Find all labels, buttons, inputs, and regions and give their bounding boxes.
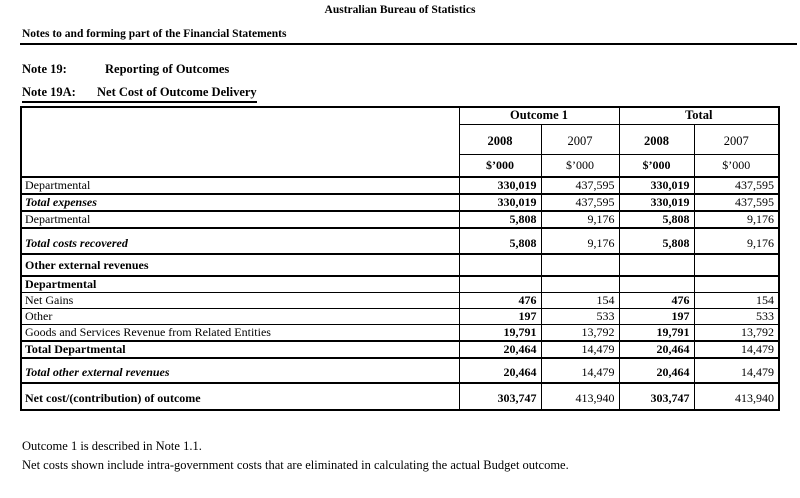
value-cell: 330,019 <box>459 194 541 211</box>
year-header: 2007 <box>694 124 779 154</box>
group-header-outcome1: Outcome 1 <box>459 107 619 124</box>
value-cell: 303,747 <box>619 383 694 410</box>
row-label: Goods and Services Revenue from Related Entities <box>21 325 459 342</box>
value-cell: 476 <box>619 293 694 309</box>
value-cell: 330,019 <box>619 194 694 211</box>
row-total-expenses <box>21 194 779 211</box>
note-19a-title: Net Cost of Outcome Delivery <box>97 85 257 99</box>
value-cell: 19,791 <box>459 325 541 342</box>
value-cell: 20,464 <box>459 341 541 358</box>
unit-header: $’000 <box>459 154 541 177</box>
row-goods-services-revenue <box>21 325 779 342</box>
row-departmental-subheader <box>21 276 779 293</box>
row-label: Total Departmental <box>21 341 459 358</box>
value-cell: 9,176 <box>541 211 619 228</box>
unit-header: $’000 <box>619 154 694 177</box>
value-cell: 330,019 <box>619 177 694 194</box>
value-cell <box>541 276 619 293</box>
row-label: Departmental <box>21 276 459 293</box>
section-header-text: Notes to and forming part of the Financial Statements <box>22 28 287 40</box>
value-cell: 437,595 <box>541 177 619 194</box>
value-cell: 197 <box>619 309 694 325</box>
value-cell <box>694 276 779 293</box>
row-net-gains <box>21 293 779 309</box>
row-total-departmental <box>21 341 779 358</box>
value-cell <box>541 254 619 276</box>
value-cell: 9,176 <box>694 211 779 228</box>
row-other-external-revenues-header <box>21 254 779 276</box>
value-cell: 413,940 <box>735 391 775 405</box>
row-label: Other external revenues <box>21 254 459 276</box>
note-19a-label: Note 19A: <box>22 85 76 99</box>
document-title: Australian Bureau of Statistics <box>324 4 476 16</box>
row-label: Net Gains <box>21 293 459 309</box>
footnotes <box>22 437 569 475</box>
value-cell: 9,176 <box>541 228 619 254</box>
footnote-outcome-description: Outcome 1 is described in Note 1.1. <box>22 439 202 453</box>
value-cell: 9,176 <box>694 228 779 254</box>
value-cell: 303,747 <box>459 383 541 410</box>
row-label: Total other external revenues <box>21 358 459 383</box>
row-label: Departmental <box>21 177 459 194</box>
note-19a-heading <box>22 85 257 103</box>
value-cell: 5,808 <box>619 228 694 254</box>
group-header-total: Total <box>619 107 779 124</box>
row-label: Total costs recovered <box>21 228 459 254</box>
unit-header: $’000 <box>694 154 779 177</box>
value-cell: 5,808 <box>459 228 541 254</box>
value-cell: 413,940 <box>541 383 619 410</box>
year-header: 2007 <box>541 124 619 154</box>
value-cell: 437,595 <box>694 194 779 211</box>
group-header-row <box>21 107 779 124</box>
value-cell <box>619 254 694 276</box>
row-label: Net cost/(contribution) of outcome <box>21 383 459 410</box>
row-other <box>21 309 779 325</box>
value-cell: 14,479 <box>541 341 619 358</box>
value-cell: 533 <box>694 309 779 325</box>
value-cell: 5,808 <box>459 211 541 228</box>
value-cell: 437,595 <box>541 194 619 211</box>
value-cell: 13,792 <box>541 325 619 342</box>
table-header <box>21 107 779 177</box>
value-cell <box>619 276 694 293</box>
value-cell: 20,464 <box>459 358 541 383</box>
value-cell: 330,019 <box>459 177 541 194</box>
row-label: Departmental <box>21 211 459 228</box>
value-cell: 154 <box>541 293 619 309</box>
value-cell: 476 <box>459 293 541 309</box>
row-costs-recovered-departmental <box>21 211 779 228</box>
value-cell: 14,479 <box>541 358 619 383</box>
row-total-costs-recovered <box>21 228 779 254</box>
row-label: Other <box>21 309 459 325</box>
value-cell: 533 <box>541 309 619 325</box>
value-cell: 20,464 <box>619 341 694 358</box>
unit-header: $’000 <box>541 154 619 177</box>
value-cell: 154 <box>694 293 779 309</box>
net-cost-of-outcome-table <box>20 106 780 411</box>
value-cell: 14,479 <box>694 341 779 358</box>
section-header <box>20 26 797 45</box>
value-cell <box>459 254 541 276</box>
value-cell <box>694 254 779 276</box>
note-19-heading <box>22 62 229 77</box>
value-cell: 437,595 <box>694 177 779 194</box>
stub-cell <box>21 107 459 177</box>
value-cell <box>459 276 541 293</box>
year-header: 2008 <box>459 124 541 154</box>
value-cell: 5,808 <box>619 211 694 228</box>
year-header: 2008 <box>619 124 694 154</box>
footnote-net-costs: Net costs shown include intra-government costs that are eliminated in calculating the actual Budget outcome. <box>22 458 569 472</box>
row-label: Total expenses <box>21 194 459 211</box>
row-expenses-departmental <box>21 177 779 194</box>
row-total-other-external-revenues <box>21 358 779 383</box>
row-net-cost-of-outcome <box>21 383 779 410</box>
value-cell: 20,464 <box>619 358 694 383</box>
value-cell: 19,791 <box>619 325 694 342</box>
value-cell: 13,792 <box>694 325 779 342</box>
value-cell: 197 <box>459 309 541 325</box>
value-cell: 14,479 <box>694 358 779 383</box>
note-19-label: Note 19: <box>22 62 67 76</box>
note-19-title: Reporting of Outcomes <box>105 62 230 76</box>
